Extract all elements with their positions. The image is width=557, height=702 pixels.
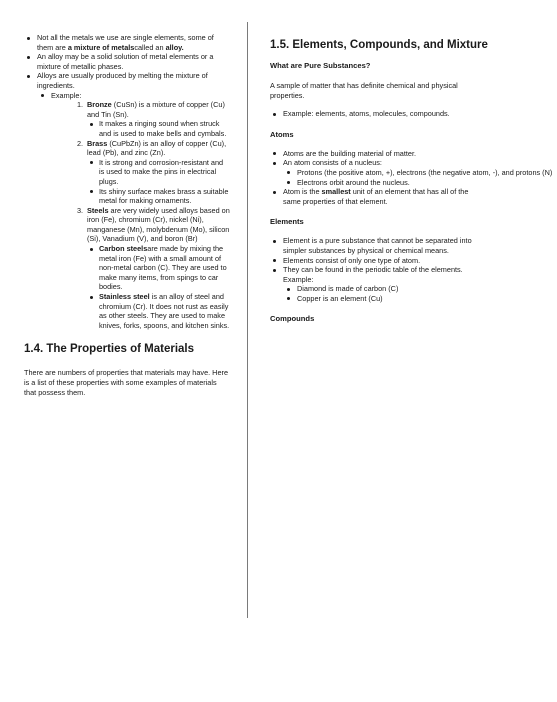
list-item: Diamond is made of carbon (C) — [284, 284, 476, 294]
alloy-bullet-list — [24, 33, 230, 330]
list-item: They can be found in the periodic table of the elements. Example: Diamond is made of carbon (C) Copper is an element (Cu) — [270, 265, 476, 303]
pure-substances-list — [270, 109, 476, 119]
list-item: Stainless steel is an alloy of steel and chromium (Cr). It does not rust as easily as other steels. They are used to make knives, forks, spoons, and kitchen sinks. — [89, 292, 230, 330]
list-item: Not all the metals we use are single elements, some of them are a mixture of metalscalled an alloy. — [24, 33, 230, 52]
list-item: Electrons orbit around the nucleus. — [284, 178, 476, 188]
list-item: Protons (the positive atom, +), electrons (the negative atom, -), and protons (N) — [284, 168, 557, 178]
list-item: Copper is an element (Cu) — [284, 294, 476, 304]
bold-term: alloy. — [165, 42, 184, 52]
list-item: An alloy may be a solid solution of metal elements or a mixture of metallic phases. — [24, 52, 230, 71]
list-item: Element is a pure substance that cannot be separated into simpler substances by physical or chemical means. — [270, 236, 476, 255]
list-item-brass: 2. Brass (CuPbZn) is an alloy of copper (Cu), lead (Pb), and zinc (Zn). It is strong and corrosion-resistant and is used to make the pins in electrical plugs. Its shiny surface makes brass a suitable metal for making ornaments. — [77, 138, 229, 206]
elements-list — [270, 236, 476, 303]
list-item: Alloys are usually produced by melting the mixture of ingredients. Example: 1. Bronze (CuSn) is a mixture of copper (Cu) and Tin (Sn). It makes a ringing sound when struck and is used to make bells and cymbals. 2. Brass (CuPbZn) is an alloy of copper (Cu), lead (Pb), and zinc (Zn). It is strong and corrosion-resistant and is used to make the pins in electrical plugs. Its shiny surface makes brass a suitable metal for making ornaments. 3. Steels are very widely used alloys based on iron (Fe), chromium (Cr), nickel (Ni), manganese (Mn), molybdenum (Mo), silicon (Si), Vanadium (V), and boron (Br) Carbon steelsare made by mixing the metal iron (Fe) with a small amount of non-metal carbon (C). They are used to make many items, from spings to car bodies. Stainless steel is an alloy of steel and chromium (Cr). It does not rust as easily as other steels. They are used to make knives, forks, spoons, and kitchen sinks. — [24, 71, 230, 330]
list-item: Atom is the smallest unit of an element that has all of the same properties of that element. — [270, 187, 476, 206]
left-column — [24, 0, 230, 397]
atoms-list — [270, 148, 553, 207]
list-item-bronze: 1. Bronze (CuSn) is a mixture of copper (Cu) and Tin (Sn). It makes a ringing sound when struck and is used to make bells and cymbals. — [77, 100, 230, 138]
list-item: It makes a ringing sound when struck and is used to make bells and cymbals. — [89, 119, 230, 138]
list-item: Its shiny surface makes brass a suitable metal for making ornaments. — [89, 187, 230, 206]
list-item: An atom consists of a nucleus: Protons (the positive atom, +), electrons (the negative atom, -), and protons (N) Electrons orbit around the nucleus. — [270, 158, 476, 187]
list-item: Atoms are the building material of matter. — [270, 149, 476, 159]
section-heading-properties: 1.4. The Properties of Materials — [24, 343, 195, 356]
list-item: Elements consist of only one type of atom. — [270, 256, 476, 266]
list-item: Example: elements, atoms, molecules, compounds. — [270, 109, 476, 119]
subheading-atoms: Atoms — [270, 129, 294, 139]
example-ordered-list — [51, 100, 230, 330]
subheading-compounds: Compounds — [270, 313, 315, 323]
example-sublist — [37, 91, 230, 331]
column-divider — [247, 22, 248, 618]
section-heading-elements: 1.5. Elements, Compounds, and Mixture — [270, 39, 488, 51]
subheading-elements: Elements — [270, 217, 304, 227]
right-column — [270, 0, 553, 324]
subheading-pure-substances: What are Pure Substances? — [270, 61, 371, 70]
section-paragraph: There are numbers of properties that materials may have. Here is a list of these properties with some examples of materials that possess them. — [24, 368, 228, 397]
example-label: Example: 1. Bronze (CuSn) is a mixture of copper (Cu) and Tin (Sn). It makes a ringing sound when struck and is used to make bells and cymbals. 2. Brass (CuPbZn) is an alloy of copper (Cu), lead (Pb), and zinc (Zn). It is strong and corrosion-resistant and is used to make the pins in electrical plugs. Its shiny surface makes brass a suitable metal for making ornaments. 3. Steels are very widely used alloys based on iron (Fe), chromium (Cr), nickel (Ni), manganese (Mn), molybdenum (Mo), silicon (Si), Vanadium (V), and boron (Br) Carbon steelsare made by mixing the metal iron (Fe) with a small amount of non-metal carbon (C). They are used to make many items, from spings to car bodies. Stainless steel is an alloy of steel and chromium (Cr). It does not rust as easily as other steels. They are used to make knives, forks, spoons, and kitchen sinks. — [38, 91, 230, 331]
list-item: Carbon steelsare made by mixing the metal iron (Fe) with a small amount of non-metal carbon (C). They are used to make many items, from spings to car bodies. — [89, 244, 230, 292]
pure-substances-paragraph: A sample of matter that has definite chemical and physical properties. — [270, 81, 458, 100]
bold-term: a mixture of metals — [67, 42, 135, 52]
list-item-steels: 3. Steels are very widely used alloys based on iron (Fe), chromium (Cr), nickel (Ni), manganese (Mn), molybdenum (Mo), silicon (Si), Vanadium (V), and boron (Br) Carbon steelsare made by mixing the metal iron (Fe) with a small amount of non-metal carbon (C). They are used to make many items, from spings to car bodies. Stainless steel is an alloy of steel and chromium (Cr). It does not rust as easily as other steels. They are used to make knives, forks, spoons, and kitchen sinks. — [77, 205, 230, 330]
list-item: It is strong and corrosion-resistant and is used to make the pins in electrical plugs. — [89, 158, 230, 187]
